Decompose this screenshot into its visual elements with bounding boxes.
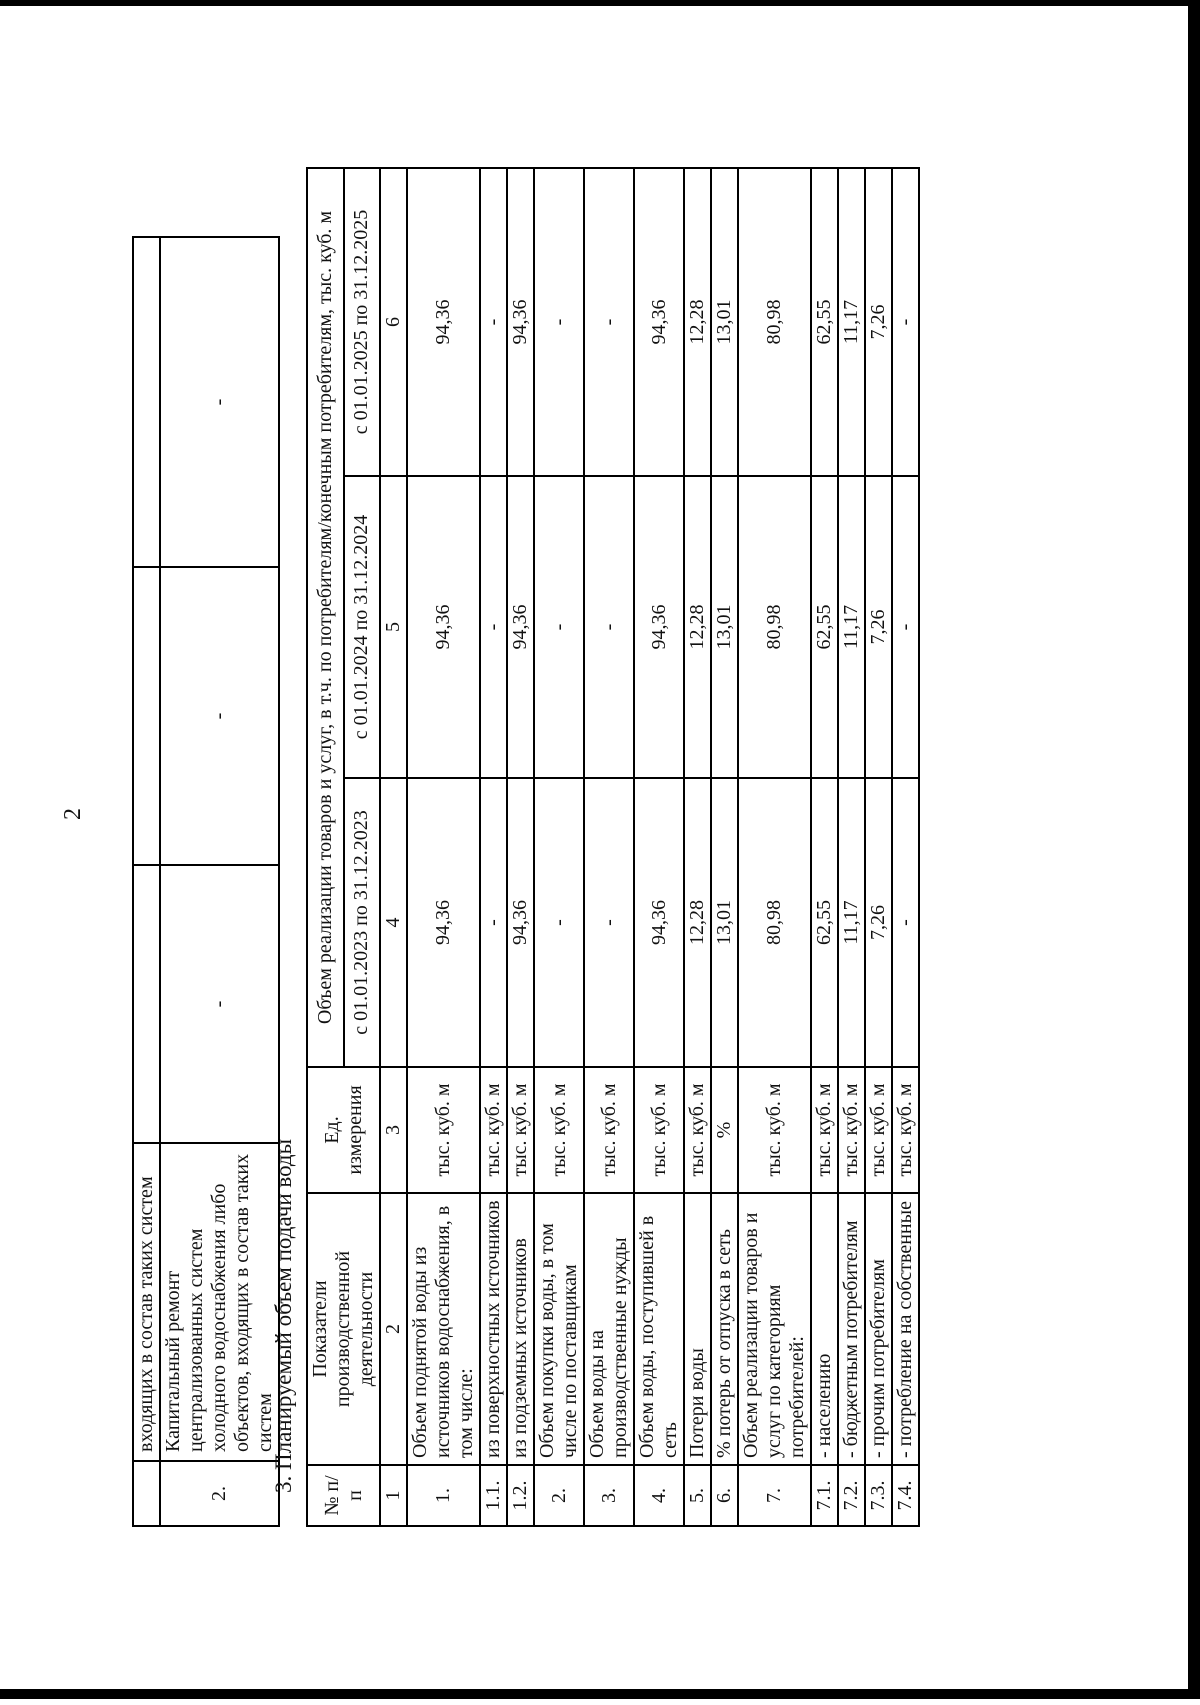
row-number: 7.2. bbox=[838, 1465, 865, 1526]
row-number: 4. bbox=[634, 1465, 684, 1526]
row-value bbox=[133, 237, 160, 567]
row-label: Объем воды, поступившей в сеть bbox=[634, 1193, 684, 1465]
column-number: 4 bbox=[380, 778, 407, 1067]
value-2025: 94,36 bbox=[407, 168, 480, 476]
row-number: 3. bbox=[584, 1465, 634, 1526]
column-numbers-row bbox=[380, 168, 407, 1526]
header-indicators: Показатели производственной деятельности bbox=[307, 1193, 380, 1465]
row-unit: тыс. куб. м bbox=[507, 1067, 534, 1193]
table-row bbox=[811, 168, 838, 1526]
row-number: 1.1. bbox=[480, 1465, 507, 1526]
row-label: - населению bbox=[811, 1193, 838, 1465]
value-2023: 13,01 bbox=[711, 778, 738, 1067]
table-row bbox=[865, 168, 892, 1526]
value-2024: 7,26 bbox=[865, 476, 892, 778]
row-number: 1. bbox=[407, 1465, 480, 1526]
value-2024: - bbox=[584, 476, 634, 778]
value-2023: 94,36 bbox=[407, 778, 480, 1067]
table-row bbox=[160, 237, 279, 1526]
row-unit: тыс. куб. м bbox=[534, 1067, 584, 1193]
value-2023: 7,26 bbox=[865, 778, 892, 1067]
value-2025: 11,17 bbox=[838, 168, 865, 476]
value-2023: 94,36 bbox=[507, 778, 534, 1067]
value-2024: 62,55 bbox=[811, 476, 838, 778]
value-2023: - bbox=[534, 778, 584, 1067]
value-2024: 80,98 bbox=[738, 476, 811, 778]
table-row bbox=[892, 168, 919, 1526]
column-number: 3 bbox=[380, 1067, 407, 1193]
value-2024: 94,36 bbox=[507, 476, 534, 778]
header-number: № п/п bbox=[307, 1465, 380, 1526]
value-2025: - bbox=[480, 168, 507, 476]
value-2025: 7,26 bbox=[865, 168, 892, 476]
row-value: - bbox=[160, 567, 279, 865]
column-number: 2 bbox=[380, 1193, 407, 1465]
row-value bbox=[133, 567, 160, 865]
row-unit: тыс. куб. м bbox=[738, 1067, 811, 1193]
table-row bbox=[838, 168, 865, 1526]
header-period-2025: с 01.01.2025 по 31.12.2025 bbox=[344, 168, 381, 476]
row-unit: тыс. куб. м bbox=[865, 1067, 892, 1193]
row-label: Объем воды на производственные нужды bbox=[584, 1193, 634, 1465]
row-number: 1.2. bbox=[507, 1465, 534, 1526]
value-2024: - bbox=[480, 476, 507, 778]
column-number: 5 bbox=[380, 476, 407, 778]
table-row bbox=[738, 168, 811, 1526]
header-period-2023: с 01.01.2023 по 31.12.2023 bbox=[344, 778, 381, 1067]
row-unit: тыс. куб. м bbox=[838, 1067, 865, 1193]
value-2023: 80,98 bbox=[738, 778, 811, 1067]
row-label: - бюджетным потребителям bbox=[838, 1193, 865, 1465]
row-text: входящих в состав таких систем bbox=[133, 1143, 160, 1461]
value-2023: 11,17 bbox=[838, 778, 865, 1067]
section-title: 3. Планируемый объем подачи воды bbox=[271, 1138, 296, 1493]
row-label: из поверхностных источников bbox=[480, 1193, 507, 1465]
row-value: - bbox=[160, 865, 279, 1143]
row-number: 7. bbox=[738, 1465, 811, 1526]
table-capital-repair bbox=[132, 236, 280, 1527]
value-2024: 11,17 bbox=[838, 476, 865, 778]
table-row bbox=[133, 237, 160, 1526]
value-2025: 94,36 bbox=[507, 168, 534, 476]
value-2024: 13,01 bbox=[711, 476, 738, 778]
header-period-2024: с 01.01.2024 по 31.12.2024 bbox=[344, 476, 381, 778]
value-2023: 94,36 bbox=[634, 778, 684, 1067]
row-unit: тыс. куб. м bbox=[634, 1067, 684, 1193]
value-2023: - bbox=[480, 778, 507, 1067]
row-unit: тыс. куб. м bbox=[892, 1067, 919, 1193]
row-label: - прочим потребителям bbox=[865, 1193, 892, 1465]
row-unit: тыс. куб. м bbox=[584, 1067, 634, 1193]
table-row bbox=[711, 168, 738, 1526]
row-value: - bbox=[160, 237, 279, 567]
page-number: 2 bbox=[60, 808, 86, 820]
row-label: из подземных источников bbox=[507, 1193, 534, 1465]
row-unit: тыс. куб. м bbox=[811, 1067, 838, 1193]
row-label: Объем поднятой воды из источников водоснабжения, в том числе: bbox=[407, 1193, 480, 1465]
row-number: 7.3. bbox=[865, 1465, 892, 1526]
row-label: Объем покупки воды, в том числе по поставщикам bbox=[534, 1193, 584, 1465]
table-row bbox=[480, 168, 507, 1526]
row-value bbox=[133, 865, 160, 1143]
table-row bbox=[407, 168, 480, 1526]
value-2024: - bbox=[892, 476, 919, 778]
table-row bbox=[534, 168, 584, 1526]
value-2025: 62,55 bbox=[811, 168, 838, 476]
row-label: % потерь от отпуска в сеть bbox=[711, 1193, 738, 1465]
row-number bbox=[133, 1461, 160, 1526]
table-row bbox=[684, 168, 711, 1526]
row-label: Объем реализации товаров и услуг по категориям потребителей: bbox=[738, 1193, 811, 1465]
value-2025: 12,28 bbox=[684, 168, 711, 476]
row-number: 2. bbox=[534, 1465, 584, 1526]
table-row bbox=[507, 168, 534, 1526]
row-label: - потребление на собственные bbox=[892, 1193, 919, 1465]
value-2025: - bbox=[534, 168, 584, 476]
row-unit: тыс. куб. м bbox=[407, 1067, 480, 1193]
value-2025: - bbox=[584, 168, 634, 476]
value-2023: - bbox=[892, 778, 919, 1067]
value-2023: - bbox=[584, 778, 634, 1067]
table-row bbox=[634, 168, 684, 1526]
header-volume-group: Объем реализации товаров и услуг, в т.ч. по потребителям/конечным потребителям, тыс. куб. м bbox=[307, 168, 344, 1067]
value-2024: 12,28 bbox=[684, 476, 711, 778]
column-number: 1 bbox=[380, 1465, 407, 1526]
table-row bbox=[584, 168, 634, 1526]
rotated-content bbox=[0, 6, 1200, 1705]
table-water-supply-volume bbox=[306, 167, 920, 1527]
row-number: 5. bbox=[684, 1465, 711, 1526]
value-2024: 94,36 bbox=[634, 476, 684, 778]
row-text: Капитальный ремонт централизованных систем холодного водоснабжения либо объектов, входящих в состав таких систем bbox=[160, 1143, 279, 1461]
row-label: Потери воды bbox=[684, 1193, 711, 1465]
row-unit: % bbox=[711, 1067, 738, 1193]
value-2025: 13,01 bbox=[711, 168, 738, 476]
header-unit: Ед. измерения bbox=[307, 1067, 380, 1193]
row-unit: тыс. куб. м bbox=[480, 1067, 507, 1193]
value-2025: 94,36 bbox=[634, 168, 684, 476]
value-2025: 80,98 bbox=[738, 168, 811, 476]
column-number: 6 bbox=[380, 168, 407, 476]
row-number: 6. bbox=[711, 1465, 738, 1526]
value-2023: 12,28 bbox=[684, 778, 711, 1067]
value-2023: 62,55 bbox=[811, 778, 838, 1067]
row-number: 7.1. bbox=[811, 1465, 838, 1526]
value-2024: - bbox=[534, 476, 584, 778]
value-2025: - bbox=[892, 168, 919, 476]
value-2024: 94,36 bbox=[407, 476, 480, 778]
row-number: 7.4. bbox=[892, 1465, 919, 1526]
row-unit: тыс. куб. м bbox=[684, 1067, 711, 1193]
row-number: 2. bbox=[160, 1461, 279, 1526]
